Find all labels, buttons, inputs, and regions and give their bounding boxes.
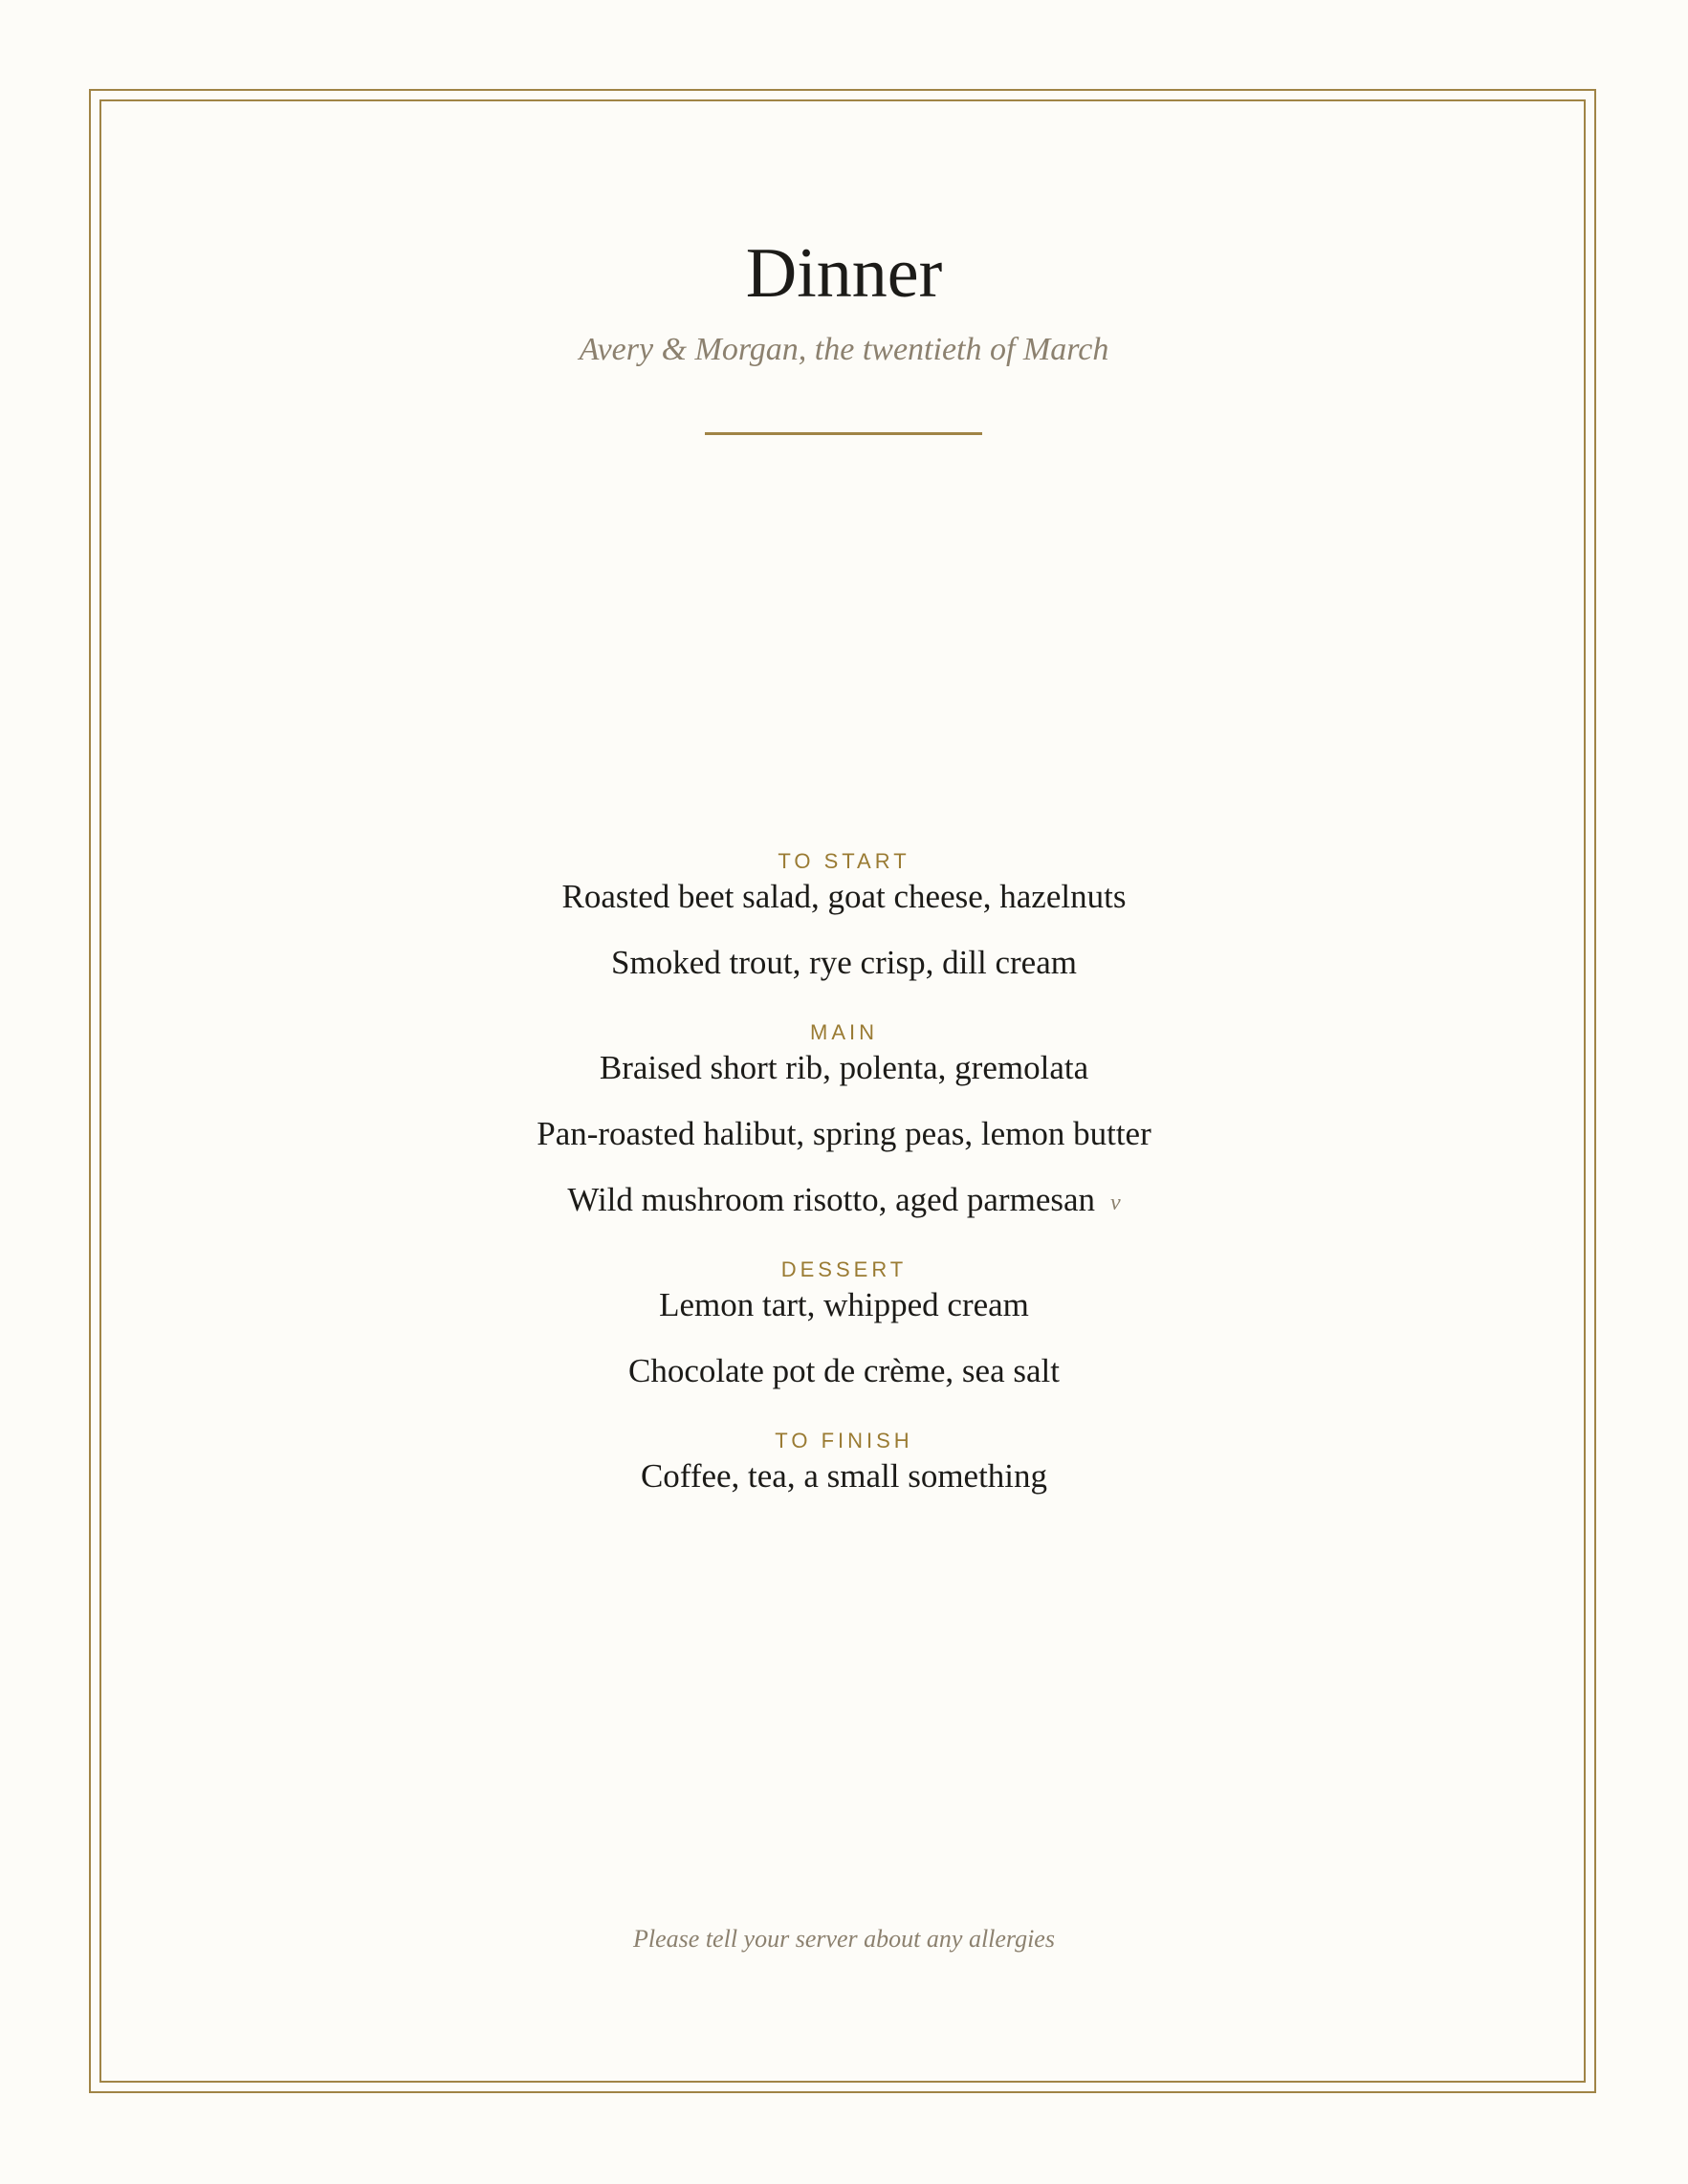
menu-title: Dinner xyxy=(745,234,943,313)
menu-subtitle: Avery & Morgan, the twentieth of March xyxy=(579,332,1109,367)
section-heading: DESSERT xyxy=(780,1257,908,1281)
dish-name: Braised short rib, polenta, gremolata xyxy=(599,1049,1089,1086)
dish-name: Chocolate pot de crème, sea salt xyxy=(628,1352,1060,1389)
allergy-note: Please tell your server about any allergies xyxy=(633,1925,1055,1953)
dish-name: Smoked trout, rye crisp, dill cream xyxy=(611,944,1077,981)
dish-item xyxy=(0,1455,1688,1497)
title-divider xyxy=(705,432,982,435)
menu-section-main xyxy=(0,1018,1688,1221)
section-heading: MAIN xyxy=(810,1020,878,1044)
menu-section-dessert xyxy=(0,1256,1688,1392)
menu-body xyxy=(0,847,1688,1497)
dish-item xyxy=(0,876,1688,918)
vegetarian-marker: v xyxy=(1110,1190,1121,1215)
dish-name: Coffee, tea, a small something xyxy=(640,1457,1048,1495)
dish-item xyxy=(0,1113,1688,1155)
dish-name: Lemon tart, whipped cream xyxy=(659,1286,1029,1323)
section-heading: TO FINISH xyxy=(775,1429,913,1452)
dish-item xyxy=(0,942,1688,984)
menu-section-to-start xyxy=(0,847,1688,984)
dish-item xyxy=(0,1284,1688,1326)
menu-section-to-finish xyxy=(0,1427,1688,1497)
dish-name: Wild mushroom risotto, aged parmesan xyxy=(567,1181,1096,1218)
dish-item xyxy=(0,1179,1688,1221)
dish-item xyxy=(0,1047,1688,1089)
dish-name: Pan-roasted halibut, spring peas, lemon butter xyxy=(537,1115,1151,1152)
dish-item xyxy=(0,1350,1688,1392)
section-heading: TO START xyxy=(778,849,910,873)
dish-name: Roasted beet salad, goat cheese, hazelnuts xyxy=(561,878,1127,915)
